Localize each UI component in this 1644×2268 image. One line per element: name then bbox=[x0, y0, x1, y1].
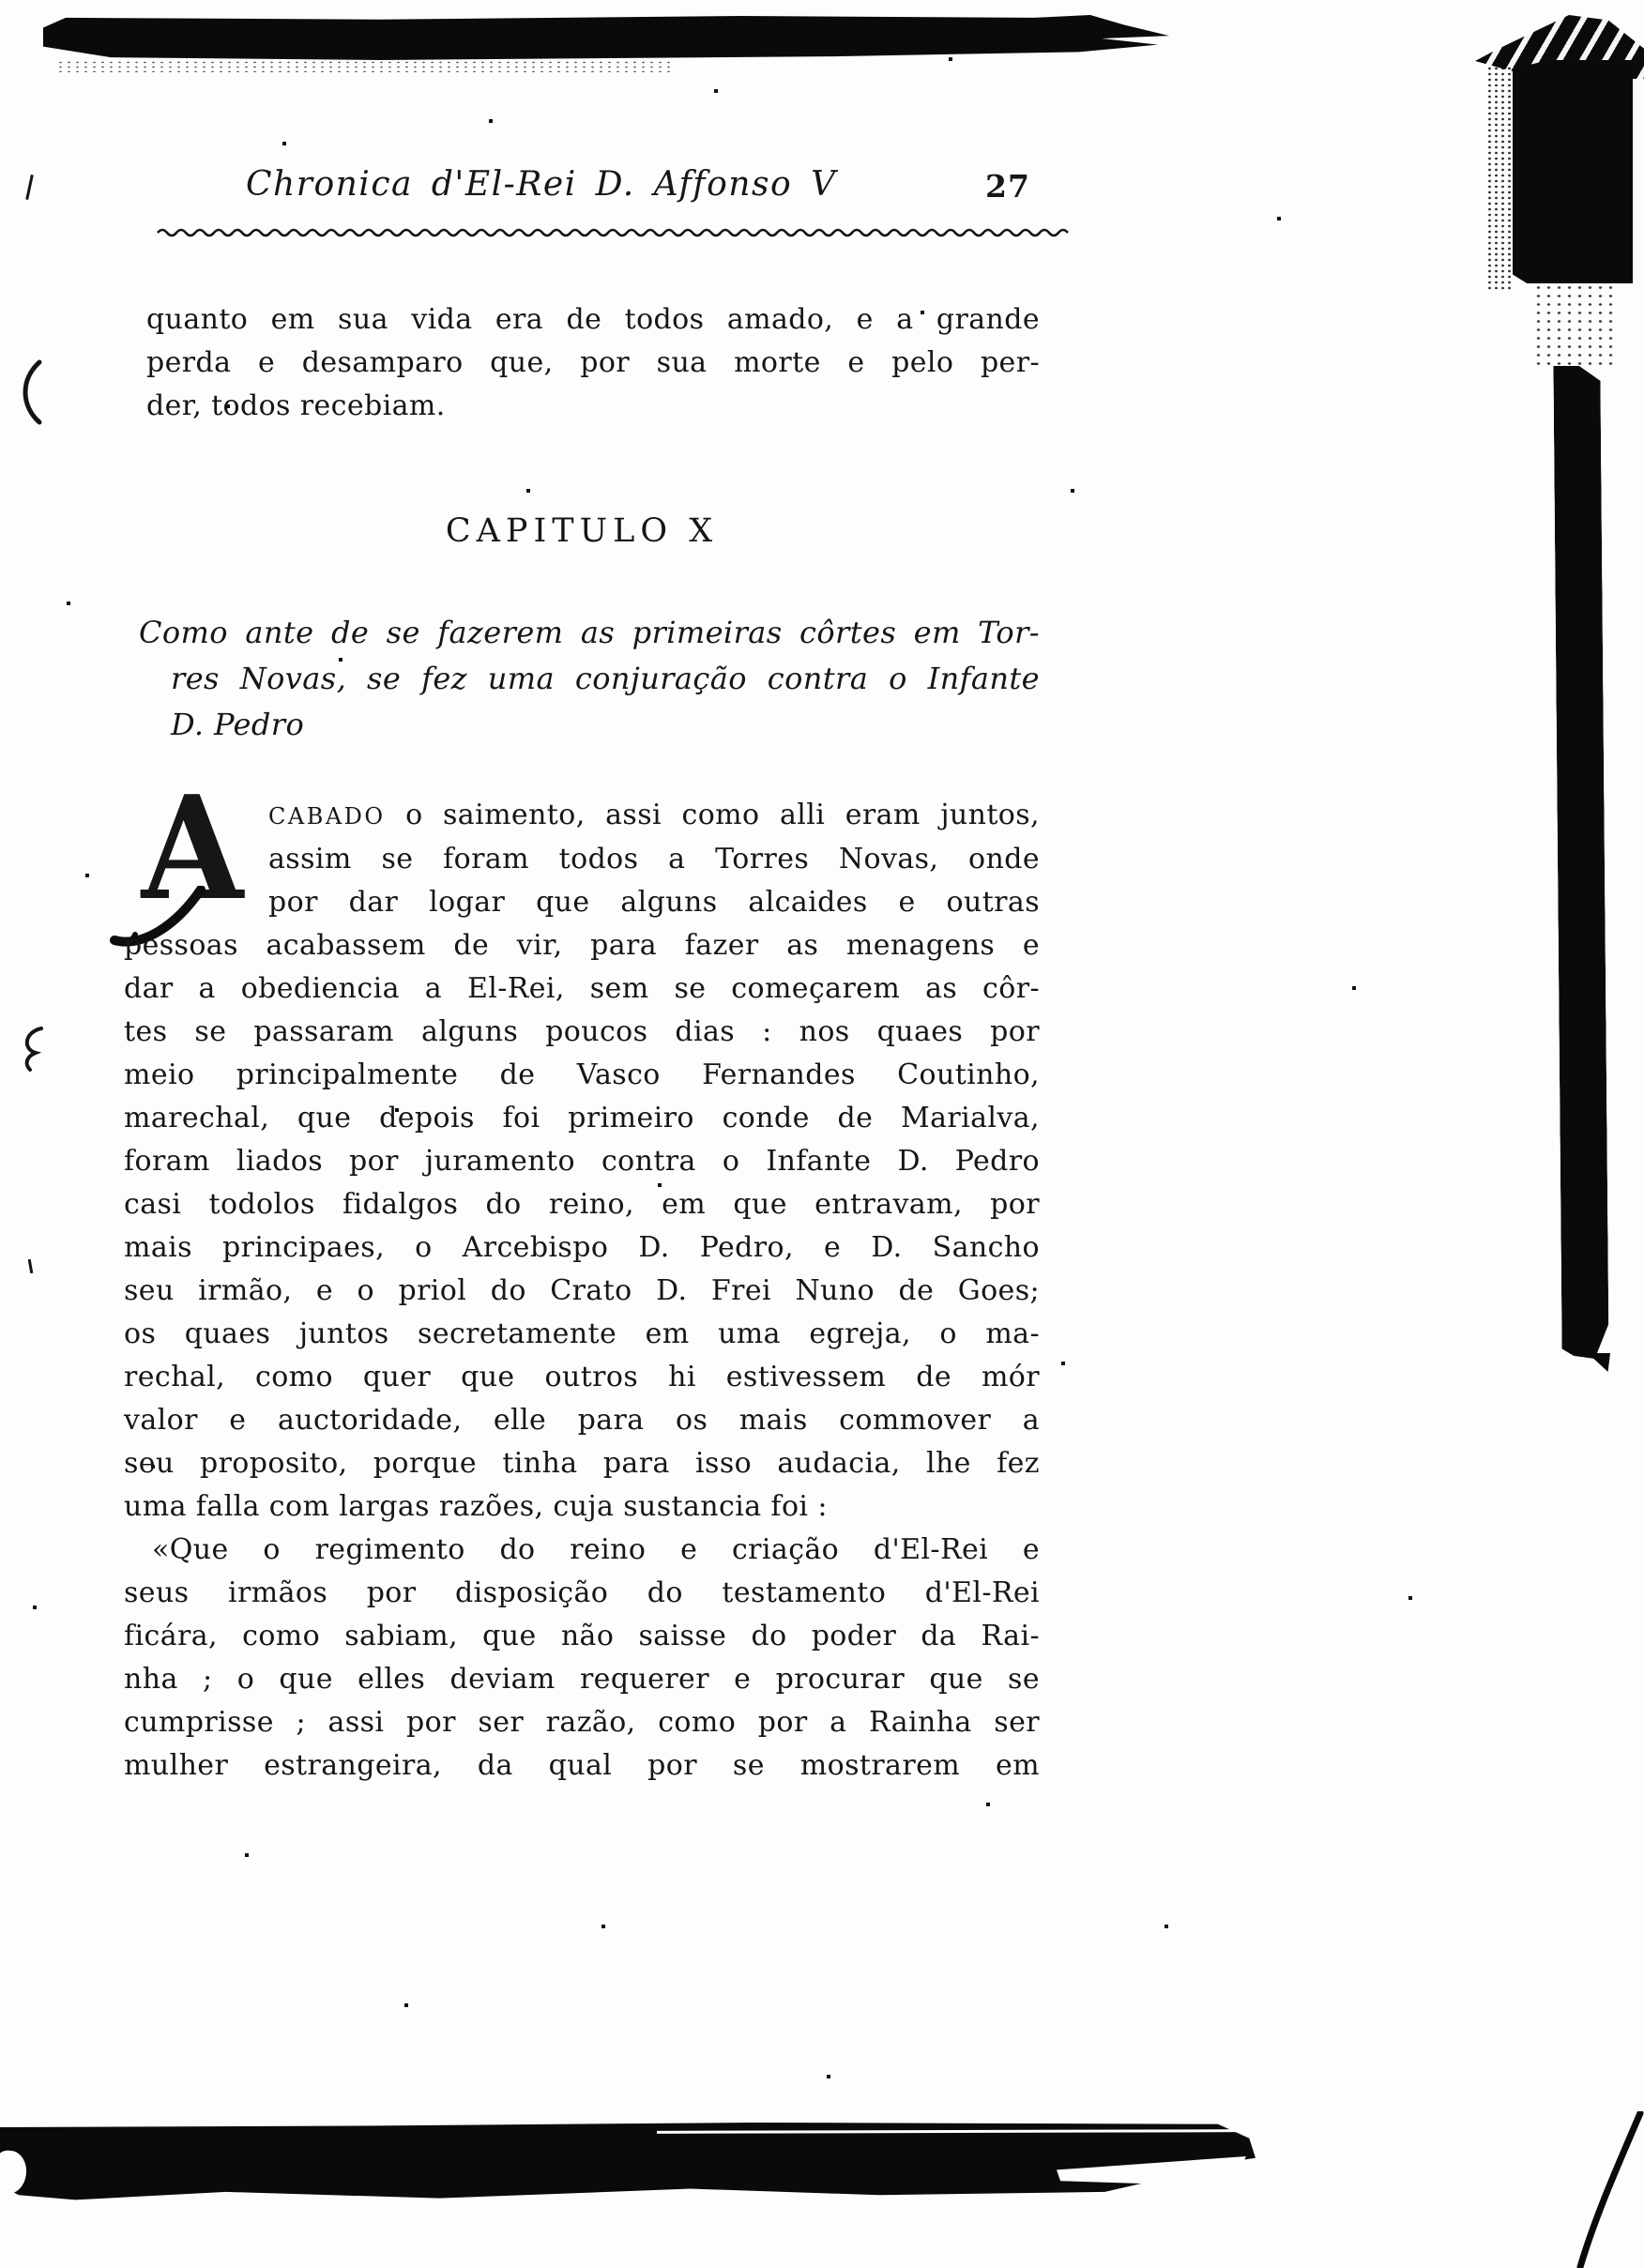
page-number: 27 bbox=[985, 168, 1030, 205]
scan-speckles bbox=[0, 0, 2, 2]
scan-artifact-right-strip bbox=[1553, 366, 1608, 1359]
text-line: meio principalmente de Vasco Fernandes Coutinho, bbox=[124, 1058, 1040, 1091]
text-line: os quaes juntos secretamente em uma egreja, o ma- bbox=[124, 1317, 1040, 1350]
text-line: seus irmãos por disposição do testamento d'El-Rei bbox=[124, 1576, 1040, 1609]
scan-artifact-top-bar-fuzz bbox=[56, 60, 676, 72]
scan-artifact-blob-noise bbox=[1486, 66, 1513, 291]
text-line: seu proposito, porque tinha para isso audacia, lhe fez bbox=[124, 1447, 1040, 1480]
subtitle-line: res Novas, se fez uma conjuração contra o Infante bbox=[171, 661, 1040, 696]
text-line: marechal, que depois foi primeiro conde de Marialva, bbox=[124, 1102, 1040, 1134]
scan-margin-tick-mark bbox=[28, 1259, 34, 1273]
text-line: seu irmão, e o priol do Crato D. Frei Nuno de Goes; bbox=[124, 1274, 1040, 1307]
text-line: nha ; o que elles deviam requerer e procurar que se bbox=[124, 1663, 1040, 1696]
small-caps-word: CABADO bbox=[268, 803, 386, 830]
text-line: uma falla com largas razões, cuja sustancia foi : bbox=[124, 1490, 828, 1523]
text-line: dar a obediencia a El-Rei, sem se começarem as côr- bbox=[124, 972, 1040, 1005]
subtitle-line: D. Pedro bbox=[171, 707, 305, 742]
text-line: cumprisse ; assi por ser razão, como por a Rainha ser bbox=[124, 1706, 1040, 1739]
text-line: «Que o regimento do reino e criação d'El-Rei e bbox=[152, 1533, 1040, 1566]
text-line: valor e auctoridade, elle para os mais commover a bbox=[124, 1404, 1040, 1437]
scan-artifact-top-right-blob bbox=[1513, 60, 1633, 283]
text-line: casi todolos fidalgos do reino, em que entravam, por bbox=[124, 1188, 1040, 1221]
text-line: por dar logar que alguns alcaides e outras bbox=[268, 886, 1040, 919]
text-line: tes se passaram alguns poucos dias : nos quaes por bbox=[124, 1015, 1040, 1048]
scan-artifact-top-bar bbox=[43, 15, 1169, 60]
text-line: quanto em sua vida era de todos amado, e a grande bbox=[146, 303, 1040, 336]
scan-margin-slash-mark bbox=[25, 175, 34, 200]
main-paragraph bbox=[124, 794, 1040, 1788]
scan-artifact-page-curl-bottom-right bbox=[1552, 2111, 1644, 2268]
drop-cap-initial: A bbox=[141, 764, 244, 932]
text-line bbox=[268, 794, 1040, 838]
running-header-title: Chronica d'El-Rei D. Affonso V bbox=[246, 165, 837, 204]
scan-artifact-blob-fuzz bbox=[1533, 283, 1616, 368]
chapter-subtitle bbox=[124, 610, 1040, 748]
text-line: mulher estrangeira, da qual por se mostrarem em bbox=[124, 1749, 1040, 1782]
text-line: pessoas acabassem de vir, para fazer as menagens e bbox=[124, 929, 1040, 962]
scan-artifact-right-strip-tip bbox=[1588, 1353, 1610, 1372]
text-line: ficára, como sabiam, que não saisse do poder da Rai- bbox=[124, 1620, 1040, 1652]
scan-artifact-bottom-bar bbox=[0, 2123, 1256, 2201]
text-line: rechal, como quer que outros hi estivessem de mór bbox=[124, 1361, 1040, 1393]
text-line: assim se foram todos a Torres Novas, onde bbox=[268, 843, 1040, 875]
intro-paragraph bbox=[146, 298, 1040, 428]
subtitle-line: Como ante de se fazerem as primeiras côrtes em Tor- bbox=[139, 615, 1040, 650]
chapter-heading: CAPITULO X bbox=[445, 512, 719, 550]
wavy-rule bbox=[156, 226, 1077, 239]
scan-margin-paren-mark bbox=[11, 358, 49, 426]
text-line: foram liados por juramento contra o Infante D. Pedro bbox=[124, 1145, 1040, 1178]
text-line: perda e desamparo que, por sua morte e pelo per- bbox=[146, 346, 1040, 379]
line-fragment: o saimento, assi como alli eram juntos, bbox=[385, 799, 1040, 831]
text-line: der, todos recebiam. bbox=[146, 389, 446, 422]
text-line: mais principaes, o Arcebispo D. Pedro, e D. Sancho bbox=[124, 1231, 1040, 1264]
scan-margin-squiggle-mark bbox=[17, 1025, 51, 1073]
